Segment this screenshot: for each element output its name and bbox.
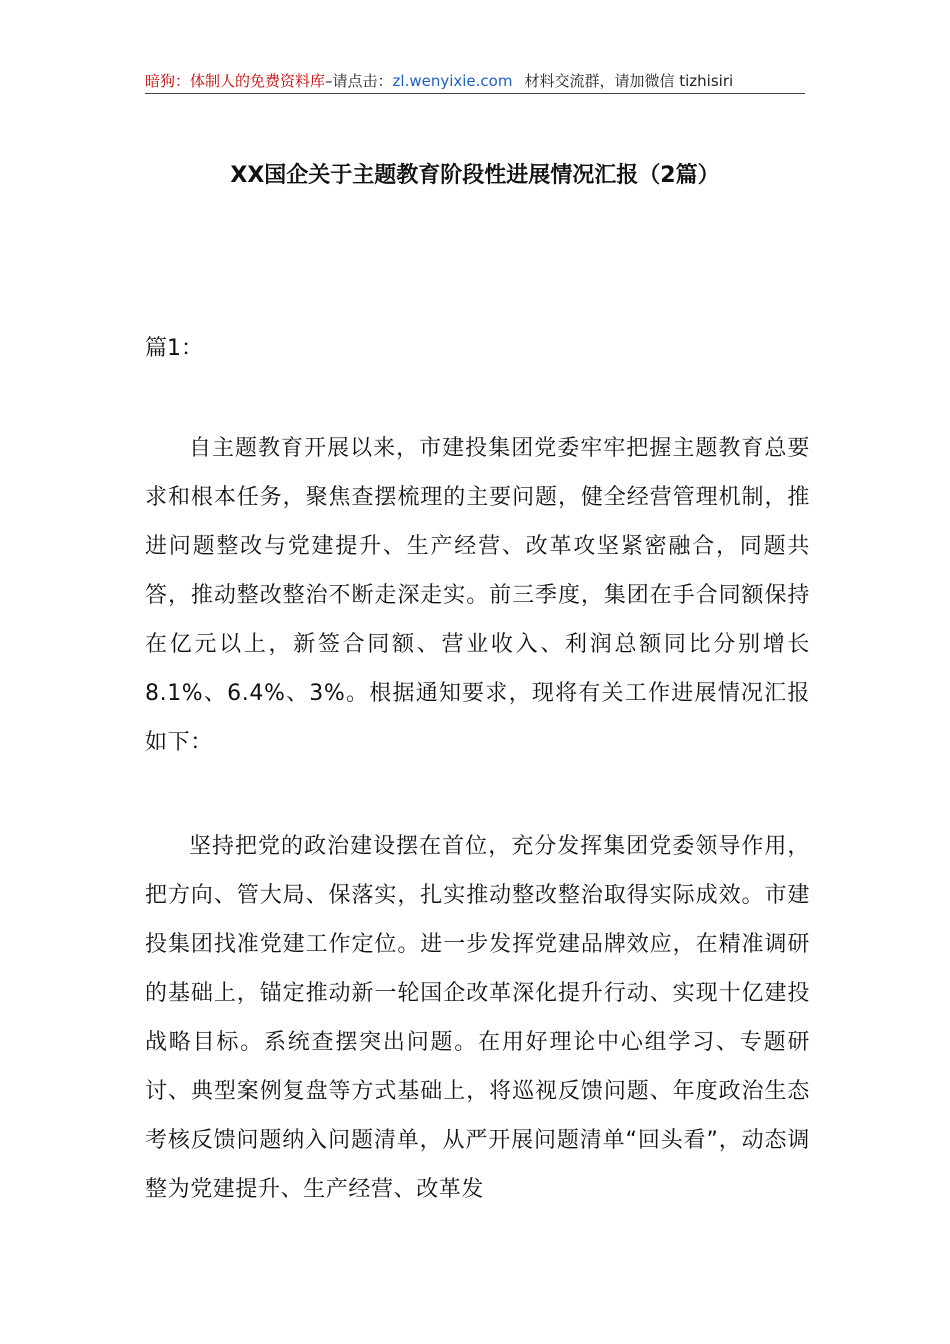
header-group-note: 材料交流群，请加微信 tizhisiri [524,72,734,90]
section-label: 篇1： [145,336,203,361]
paragraph: 自主题教育开展以来，市建投集团党委牢牢把握主题教育总要求和根本任务，聚焦查摆梳理的主要问题，健全经营管理机制，推进问题整改与党建提升、生产经营、改革攻坚紧密融合，同题共答，推动整改整治不断走深走实。前三季度，集团在手合同额保持在亿元以上，新签合同额、营业收入、利润总额同比分别增长8.1%、6.4%、3%。根据通知要求，现将有关工作进展情况汇报如下： [145,436,810,755]
header-link[interactable]: zl.wenyixie.com [392,72,513,90]
header-divider [145,93,805,94]
header-prompt: –请点击： [325,72,393,90]
paragraph: 坚持把党的政治建设摆在首位，充分发挥集团党委领导作用，把方向、管大局、保落实，扎实推动整改整治取得实际成效。市建投集团找准党建工作定位。进一步发挥党建品牌效应，在精准调研的基础上，锚定推动新一轮国企改革深化提升行动、实现十亿建投战略目标。系统查摆突出问题。在用好理论中心组学习、专题研讨、典型案例复盘等方式基础上，将巡视反馈问题、年度政治生态考核反馈问题纳入问题清单，从严开展问题清单“回头看”，动态调整为党建提升、生产经营、改革发 [145,834,810,1202]
header-brand: 暗狗：体制人的免费资料库 [145,72,326,90]
document-title: XX国企关于主题教育阶段性进展情况汇报（2篇） [230,163,720,188]
page-header [145,70,805,94]
